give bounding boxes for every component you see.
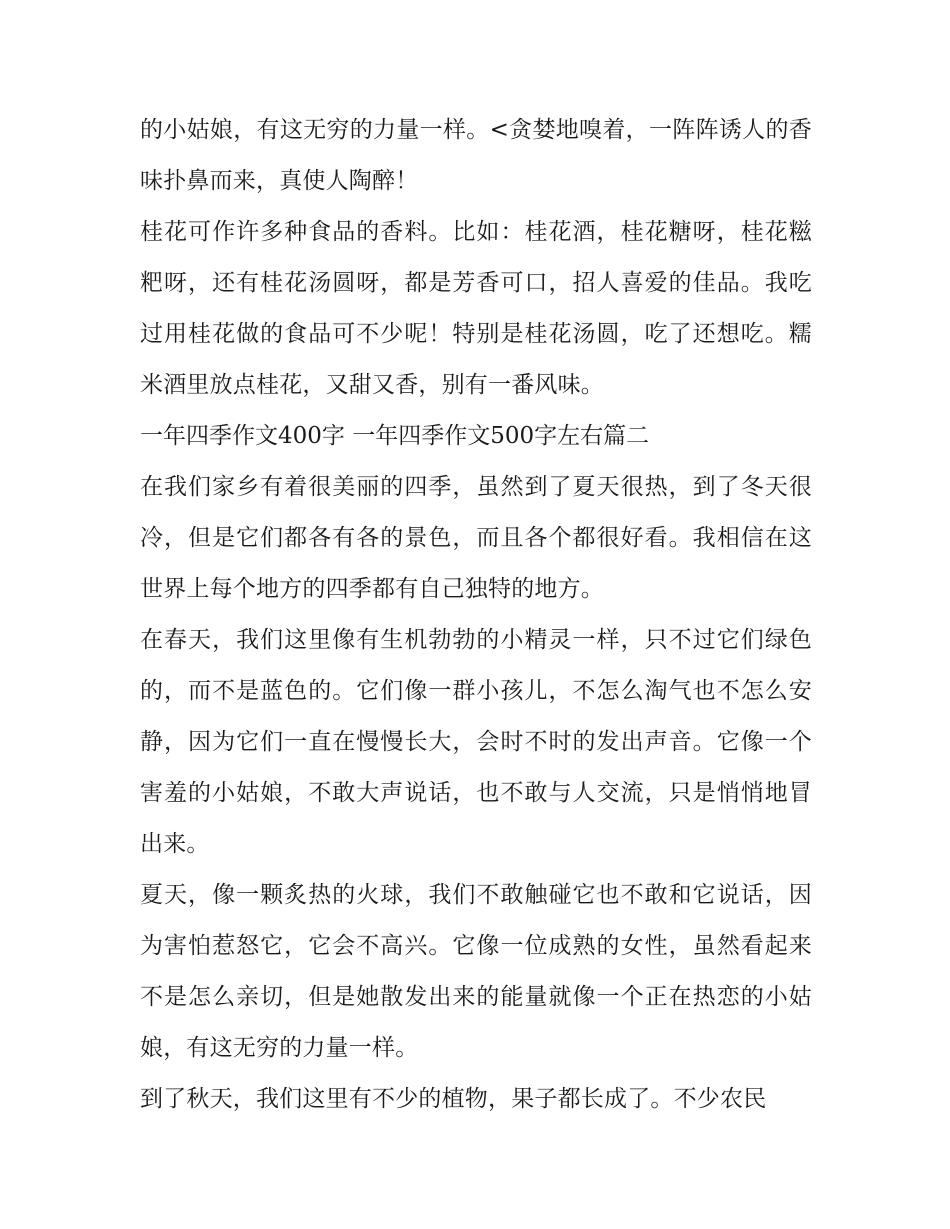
- paragraph-autumn: 到了秋天，我们这里有不少的植物，果子都长成了。不少农民: [140, 1086, 767, 1112]
- paragraph-spring: 在春天，我们这里像有生机勃勃的小精灵一样，只不过它们绿色的，而不是蓝色的。它们像一群小孩儿，不怎么淘气也不怎么安静，因为它们一直在慢慢长大，会时不时的发出声音。它像一个害羞的小姑娘，不敢大声说话，也不敢与人交流，只是悄悄地冒出来。: [140, 627, 812, 857]
- paragraph-osmanthus-food: 桂花可作许多种食品的香料。比如：桂花酒，桂花糖呀，桂花糍粑呀，还有桂花汤圆呀，都是芳香可口，招人喜爱的佳品。我吃过用桂花做的食品可不少呢！特别是桂花汤圆，吃了还想吃。糯米酒里放点桂花，又甜又香，别有一番风味。: [140, 219, 812, 398]
- paragraph-summer: 夏天，像一颗炙热的火球，我们不敢触碰它也不敢和它说话，因为害怕惹怒它，它会不高兴。它像一位成熟的女性，虽然看起来不是怎么亲切，但是她散发出来的能量就像一个正在热恋的小姑娘，有这无穷的力量一样。: [140, 882, 812, 1061]
- document-body: [140, 105, 812, 1125]
- paragraph-continuation: 的小姑娘，有这无穷的力量一样。<贪婪地嗅着，一阵阵诱人的香味扑鼻而来，真使人陶醉！: [140, 117, 812, 194]
- paragraph-hometown-seasons: 在我们家乡有着很美丽的四季，虽然到了夏天很热，到了冬天很冷，但是它们都各有各的景色，而且各个都很好看。我相信在这世界上每个地方的四季都有自己独特的地方。: [140, 474, 812, 602]
- section-heading: 一年四季作文400字 一年四季作文500字左右篇二: [140, 423, 650, 449]
